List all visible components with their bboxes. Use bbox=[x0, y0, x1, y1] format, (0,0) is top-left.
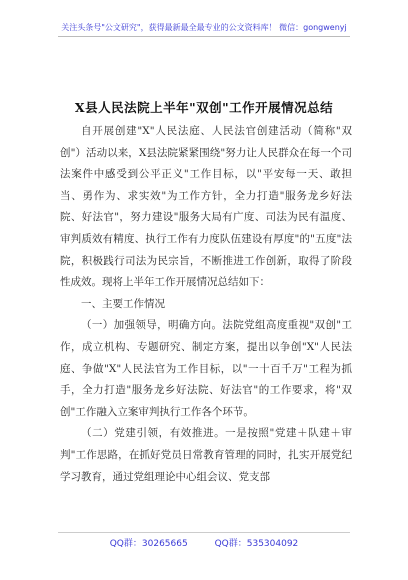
section-heading: 一、主要工作情况 bbox=[81, 297, 165, 310]
footer-qq-2: QQ群：535304092 bbox=[214, 539, 299, 549]
footer-qq-1: QQ群：30265665 bbox=[109, 539, 188, 549]
document-title: X县人民法院上半年"双创"工作开展情况总结 bbox=[74, 100, 334, 115]
header-divider bbox=[58, 36, 350, 37]
footer-divider bbox=[58, 532, 350, 533]
footer bbox=[0, 536, 408, 549]
paragraph-intro: 自开展创建"X"人民法庭、人民法官创建活动（简称"双创"）活动以来，X县法院紧紧围绕"努力让人民群众在每一个司法案件中感受到公平正义"工作目标，以"平安每一天、敢担当、勇作为、求实效"为工作方针，全力打造"服务龙乡好法院、好法官"，努力建设"服务大局有广度、司法为民有温度、审判质效有精度、执行工作有力度队伍建设有厚度"的"五度"法院，积极践行司法为民宗旨，不断推进工作创新，取得了阶段性成效。现将上半年工作开展情况总结如下： bbox=[60, 125, 352, 289]
header-note: 关注头条号"公文研究"，获得最新最全最专业的公文资料库！ 微信：gongwenyj bbox=[61, 23, 347, 32]
document-body bbox=[60, 121, 352, 488]
paragraph-party-building: （二）党建引领，有效推进。一是按照"党建＋队建＋审判"工作思路，在抓好党员日常教育管理的同时，扎实开展党纪学习教育，通过党组理论中心组会议、党支部 bbox=[60, 427, 352, 483]
paragraph-leadership: （一）加强领导，明确方向。法院党组高度重视"双创"工作，成立机构、专题研究、制定方案，提出以争创"X"人民法庭、争做"X"人民法官为工作目标，以"一十百千万"工程为抓手，全力打造"服务龙乡好法院、好法官"的工作要求，将"双创"工作融入立案审判执行工作各个环节。 bbox=[60, 319, 352, 418]
